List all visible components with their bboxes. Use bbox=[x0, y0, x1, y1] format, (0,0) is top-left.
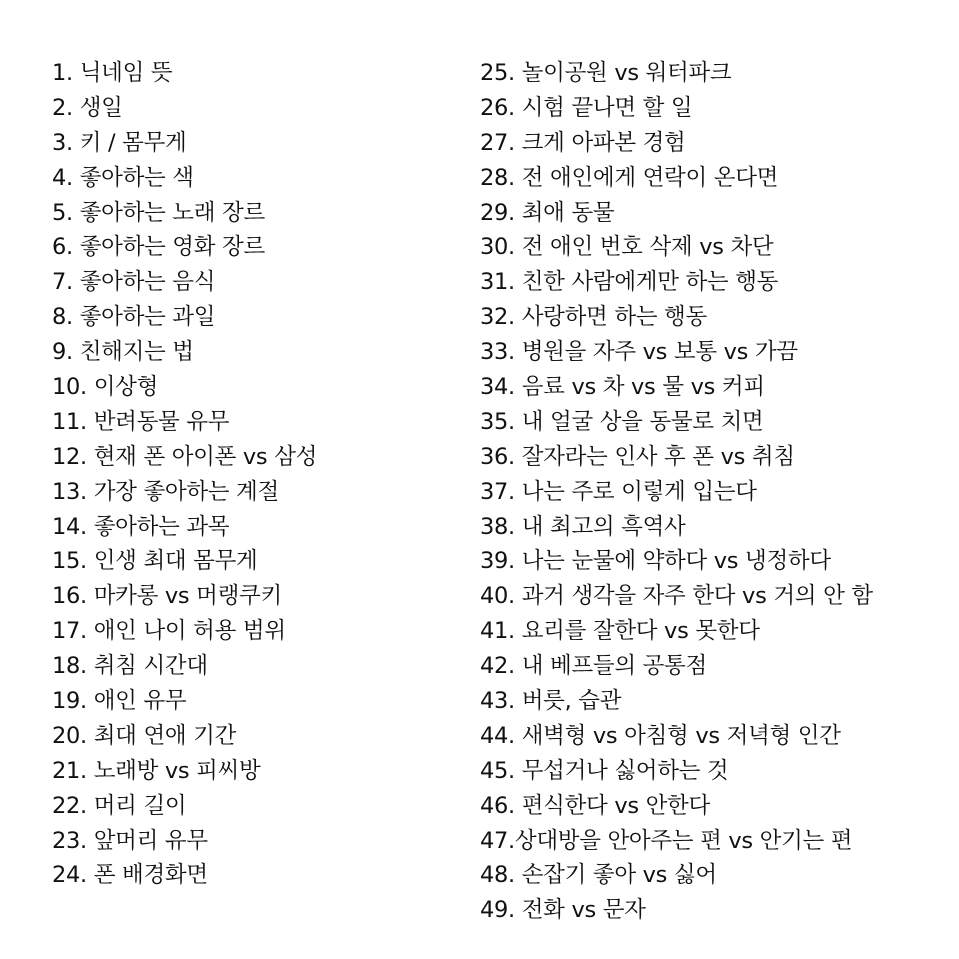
list-item: 41. 요리를 잘한다 vs 못한다 bbox=[480, 618, 760, 645]
question-list-right bbox=[480, 56, 950, 928]
list-item: 45. 무섭거나 싫어하는 것 bbox=[480, 757, 729, 784]
list-item: 10. 이상형 bbox=[52, 374, 159, 401]
list-item: 32. 사랑하면 하는 행동 bbox=[480, 304, 707, 331]
list-item: 20. 최대 연애 기간 bbox=[52, 722, 237, 749]
list-item: 17. 애인 나이 허용 범위 bbox=[52, 618, 286, 645]
list-item: 47.상대방을 안아주는 편 vs 안기는 편 bbox=[480, 827, 853, 854]
list-item: 31. 친한 사람에게만 하는 행동 bbox=[480, 269, 779, 296]
list-item: 37. 나는 주로 이렇게 입는다 bbox=[480, 478, 757, 505]
list-item: 11. 반려동물 유무 bbox=[52, 408, 230, 435]
list-item: 24. 폰 배경화면 bbox=[52, 862, 208, 889]
list-item: 15. 인생 최대 몸무게 bbox=[52, 548, 258, 575]
list-item: 2. 생일 bbox=[52, 94, 123, 121]
list-item: 26. 시험 끝나면 할 일 bbox=[480, 94, 693, 121]
list-item: 25. 놀이공원 vs 워터파크 bbox=[480, 60, 732, 86]
list-item: 4. 좋아하는 색 bbox=[52, 164, 194, 191]
list-item: 1. 닉네임 뜻 bbox=[52, 60, 173, 86]
list-item: 6. 좋아하는 영화 장르 bbox=[52, 234, 265, 261]
list-item: 43. 버릇, 습관 bbox=[480, 688, 622, 715]
list-item: 39. 나는 눈물에 약하다 vs 냉정하다 bbox=[480, 548, 831, 575]
list-item: 28. 전 애인에게 연락이 온다면 bbox=[480, 164, 779, 191]
list-item: 3. 키 / 몸무게 bbox=[52, 129, 187, 156]
list-item: 38. 내 최고의 흑역사 bbox=[480, 513, 686, 540]
list-item: 18. 취침 시간대 bbox=[52, 653, 208, 680]
list-item: 48. 손잡기 좋아 vs 싫어 bbox=[480, 862, 717, 889]
list-item: 19. 애인 유무 bbox=[52, 688, 187, 715]
list-item: 30. 전 애인 번호 삭제 vs 차단 bbox=[480, 234, 774, 261]
list-item: 35. 내 얼굴 상을 동물로 치면 bbox=[480, 408, 764, 435]
list-item: 33. 병원을 자주 vs 보통 vs 가끔 bbox=[480, 339, 798, 366]
list-item: 36. 잘자라는 인사 후 폰 vs 취침 bbox=[480, 443, 795, 470]
list-item: 27. 크게 아파본 경험 bbox=[480, 129, 686, 156]
list-item: 7. 좋아하는 음식 bbox=[52, 269, 216, 296]
list-item: 22. 머리 길이 bbox=[52, 792, 187, 819]
list-item: 9. 친해지는 법 bbox=[52, 339, 194, 366]
list-item: 23. 앞머리 유무 bbox=[52, 827, 208, 854]
list-item: 44. 새벽형 vs 아침형 vs 저녁형 인간 bbox=[480, 722, 841, 749]
list-item: 14. 좋아하는 과목 bbox=[52, 513, 230, 540]
list-item: 8. 좋아하는 과일 bbox=[52, 304, 216, 331]
list-item: 49. 전화 vs 문자 bbox=[480, 897, 646, 924]
list-item: 34. 음료 vs 차 vs 물 vs 커피 bbox=[480, 374, 765, 401]
list-item: 21. 노래방 vs 피씨방 bbox=[52, 757, 261, 784]
list-item: 40. 과거 생각을 자주 한다 vs 거의 안 함 bbox=[480, 583, 873, 610]
list-item: 13. 가장 좋아하는 계절 bbox=[52, 478, 279, 505]
list-item: 16. 마카롱 vs 머랭쿠키 bbox=[52, 583, 282, 610]
list-item: 29. 최애 동물 bbox=[480, 199, 615, 226]
list-item: 42. 내 베프들의 공통점 bbox=[480, 653, 707, 680]
question-list-left bbox=[52, 56, 472, 893]
list-item: 12. 현재 폰 아이폰 vs 삼성 bbox=[52, 443, 318, 470]
list-item: 5. 좋아하는 노래 장르 bbox=[52, 199, 265, 226]
list-item: 46. 편식한다 vs 안한다 bbox=[480, 792, 710, 819]
